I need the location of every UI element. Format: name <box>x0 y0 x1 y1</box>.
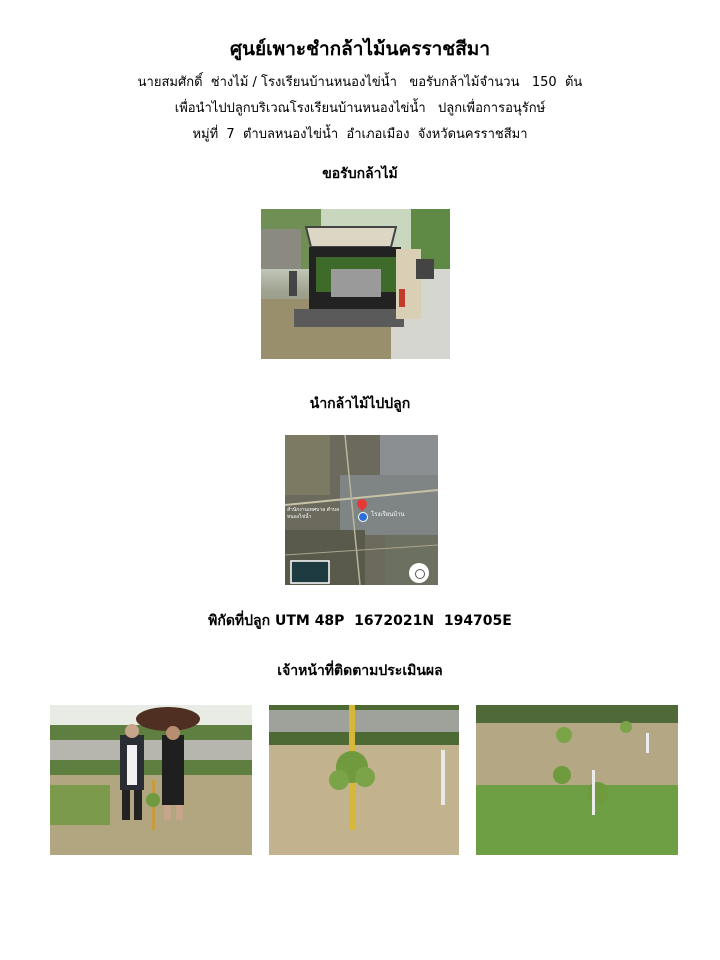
map-location-dot-icon <box>358 512 368 522</box>
planting-coordinates: พิกัดที่ปลูก UTM 48P 1672021N 194705E <box>208 613 512 629</box>
intro-line-3: หมู่ที่ 7 ตำบลหนองไข่น้ำ อำเภอเมือง จังหวัดนครราชสีมา <box>192 127 528 142</box>
monitor-photo-planted-field <box>476 705 678 855</box>
section-receive-heading: ขอรับกล้าไม้ <box>322 166 398 182</box>
intro-line-1: นายสมศักดิ์ ช่างไม้ / โรงเรียนบ้านหนองไข่น้ำ ขอรับกล้าไม้จำนวน 150 ต้น <box>137 75 583 90</box>
section-plant-heading: นำกล้าไม้ไปปลูก <box>309 396 411 412</box>
map-place-label: สำนักงานเทศบาล ตำบลหนองไข่น้ำ <box>287 507 340 520</box>
section-monitor-heading: เจ้าหน้าที่ติดตามประเมินผล <box>277 663 443 679</box>
map-pin-label: โรงเรียนบ้าน <box>371 511 405 518</box>
monitor-photo-sapling-measure <box>269 705 459 855</box>
map-locate-icon[interactable] <box>415 569 425 579</box>
intro-line-2: เพื่อนำไปปลูกบริเวณโรงเรียนบ้านหนองไข่น้ำ ปลูกเพื่อการอนุรักษ์ <box>174 101 546 116</box>
monitor-photo-officials <box>50 705 252 855</box>
truck-photo <box>261 209 450 359</box>
page-title: ศูนย์เพาะชำกล้าไม้นครราชสีมา <box>230 38 490 60</box>
satellite-map[interactable] <box>285 435 438 585</box>
